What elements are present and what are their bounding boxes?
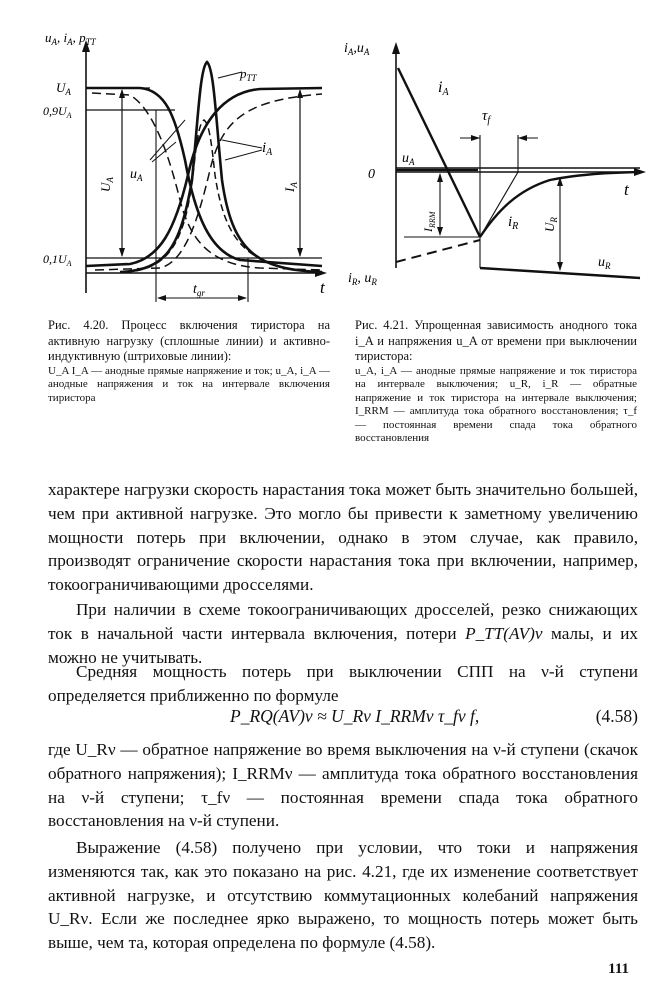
svg-text:uA: $u_A$ xyxy=(402,151,415,167)
caption-fig-4-21 xyxy=(355,318,637,446)
svg-text:t: t xyxy=(320,278,325,297)
formula-expression: P_RQ(AV)ν ≈ U_Rν I_RRMν τ_fν f, xyxy=(230,706,480,726)
ptt-solid-curve xyxy=(120,62,322,272)
caption-4-20-text: Рис. 4.20. Процесс включения тиристора на активную нагрузку (сплошные линии) и активно-индуктивную (штриховые линии): xyxy=(48,318,330,363)
p2-b: малы, и их можно не учитывать. xyxy=(48,623,638,667)
page-number: 111 xyxy=(608,961,629,977)
paragraph-4: где U_Rν — обратное напряжение во время выключения на ν-й ступени (скачок обратного напряжения); I_RRMν — амплитуда тока обратного восстановления на ν-й ступени; τ_fν — постоянная времени спада тока обратного восстановления на ν-й ступени. xyxy=(48,740,638,831)
svg-text:0: 0 xyxy=(368,167,375,182)
svg-text:UA: $U_A$ xyxy=(98,177,115,192)
svg-text:UA: $U_A$ xyxy=(56,80,71,97)
paragraph-1: характере нагрузки скорость нарастания тока может быть значительно большей, чем при активной нагрузке. Это могло бы привести к заметному увеличению мощности потерь при включении, однако в этом случае, как правило, производят ограничение скорости нарастания тока при включении, например, токоограничивающими дросселями. xyxy=(48,480,638,595)
figure-4-21 xyxy=(340,0,665,310)
svg-text:iA: iA xyxy=(438,79,449,98)
svg-text:0,1UA: $0,1U_A$ xyxy=(43,252,72,268)
svg-text:0,9UA: $0,9U_A$ xyxy=(43,104,72,120)
svg-text:uA: $u_A$ xyxy=(130,167,143,183)
paragraph-3: Средняя мощность потерь при выключении СПП на ν-й ступени определяется приближенно по формуле xyxy=(48,662,638,705)
paragraph-5: Выражение (4.58) получено при условии, что токи и напряжения изменяются так, как это показано на рис. 4.21, где их изменение соответствует активной нагрузке, и отсутствию коммутационных колебаний напряжения U_Rν. Если же последнее ярко выражено, то мощность потерь может быть выше, чем та, которая определена по формуле (4.58). xyxy=(48,838,638,953)
svg-text:t: t xyxy=(624,180,629,199)
svg-text:iR: $i_R$ xyxy=(508,214,519,232)
svg-text:tgr: $t_{gr}$ xyxy=(193,282,205,298)
svg-text:uR: $u_R$ xyxy=(598,255,611,271)
caption-fig-4-20 xyxy=(48,318,330,405)
formula-4-58 xyxy=(48,706,638,732)
caption-4-20-legend: U_A I_A — анодные прямые напряжение и ток; u_A, i_A — анодные напряжения и ток на интервале включения тиристора xyxy=(48,364,330,404)
svg-text:UR: $U_R$ xyxy=(542,217,559,232)
svg-text:IA: $I_A$ xyxy=(282,182,299,192)
svg-text:τf: $\tau_f$ xyxy=(482,108,491,126)
p2-a: При наличии в схеме токоограничивающих дросселей, резко снижающих ток в начальной части интервала включения, потери xyxy=(48,600,638,643)
paragraph-2 xyxy=(48,598,638,669)
formula-number: (4.58) xyxy=(595,706,638,726)
svg-text:iR, uR: $i_R$, $u_R$ xyxy=(348,271,377,287)
svg-text:pTT: $p_{TT}$ xyxy=(240,66,257,83)
caption-4-21-text: Рис. 4.21. Упрощенная зависимость анодного тока i_A и напряжения u_A от времени при выключении тиристора: xyxy=(355,318,637,363)
svg-text:IRRM: $I_{RRM}$ xyxy=(421,211,437,232)
svg-text:iA: $i_A$ xyxy=(262,140,273,158)
svg-text:iA,uA: $i_A,u_A$ xyxy=(344,41,370,57)
figure-4-20 xyxy=(0,0,340,310)
caption-4-21-legend: u_A, i_A — анодные прямые напряжение и ток тиристора на интервале выключения; u_R, i_R — обратные напряжение и ток тиристора на интервале выключения; I_RRM — амплитуда тока обратного восстановления; τ_f — постоянная времени спада тока обратного восстановления xyxy=(355,364,637,444)
y-axis-label: $u_A$, $i_A$, $p_{TT}$ xyxy=(45,30,96,47)
p2-symbol: P_TT(AV)ν xyxy=(465,623,543,643)
